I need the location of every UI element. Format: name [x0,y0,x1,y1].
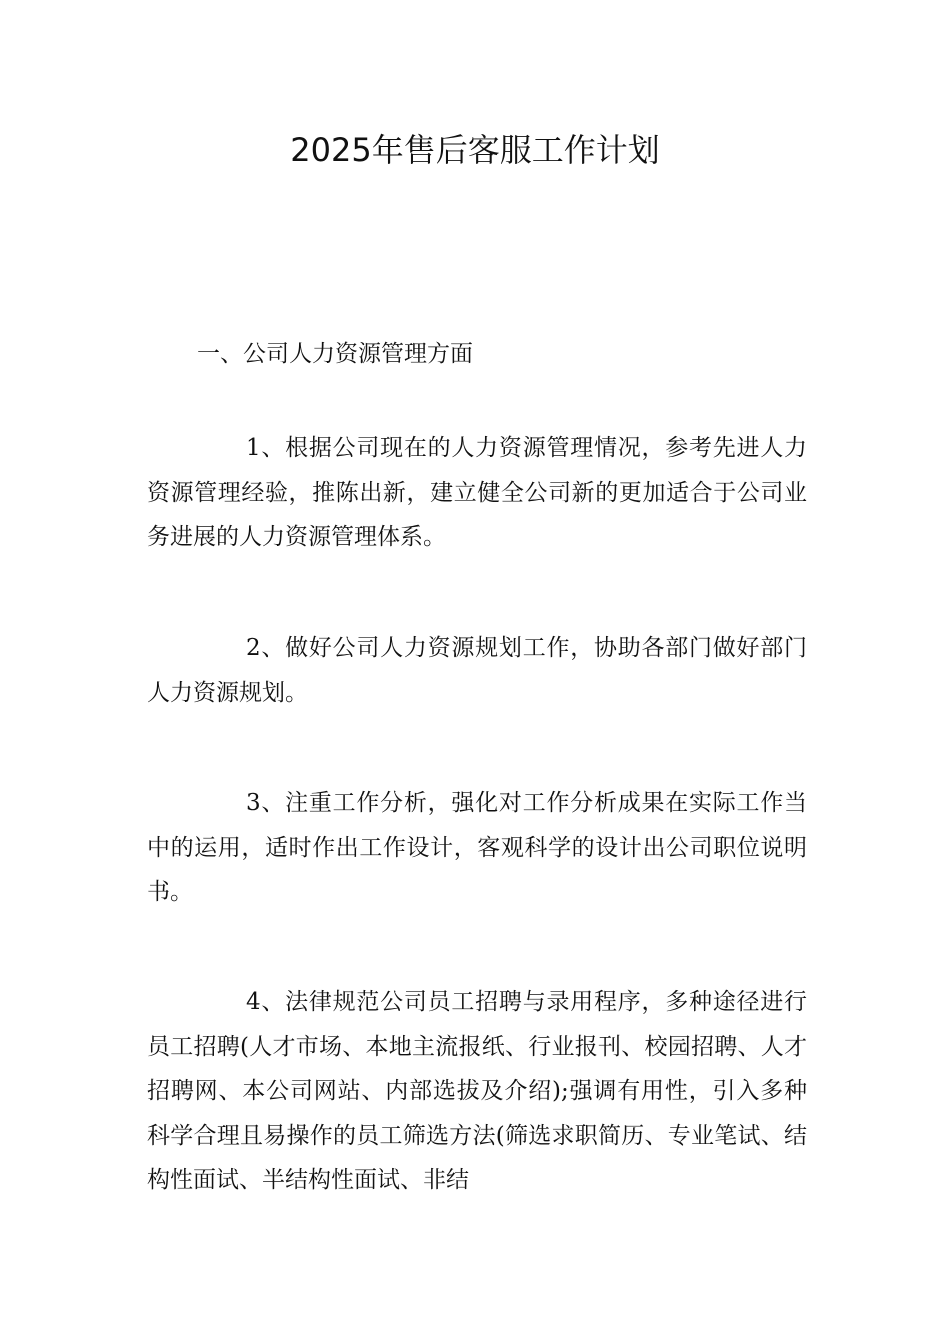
paragraph-4: 4、法律规范公司员工招聘与录用程序，多种途径进行员工招聘(人才市场、本地主流报纸、行业报刊、校园招聘、人才招聘网、本公司网站、内部选拔及介绍);强调有用性，引入多种科学合理且易操作的员工筛选方法(筛选求职简历、专业笔试、结构性面试、半结构性面试、非结 [147,989,807,1193]
document-title: 2025年售后客服工作计划 [290,131,660,169]
paragraph-3: 3、注重工作分析，强化对工作分析成果在实际工作当中的运用，适时作出工作设计，客观科学的设计出公司职位说明书。 [147,790,807,905]
paragraph-2: 2、做好公司人力资源规划工作，协助各部门做好部门人力资源规划。 [147,635,807,706]
section-heading: 一、公司人力资源管理方面 [197,341,473,367]
paragraph-1: 1、根据公司现在的人力资源管理情况，参考先进人力资源管理经验，推陈出新，建立健全公司新的更加适合于公司业务进展的人力资源管理体系。 [147,435,807,550]
